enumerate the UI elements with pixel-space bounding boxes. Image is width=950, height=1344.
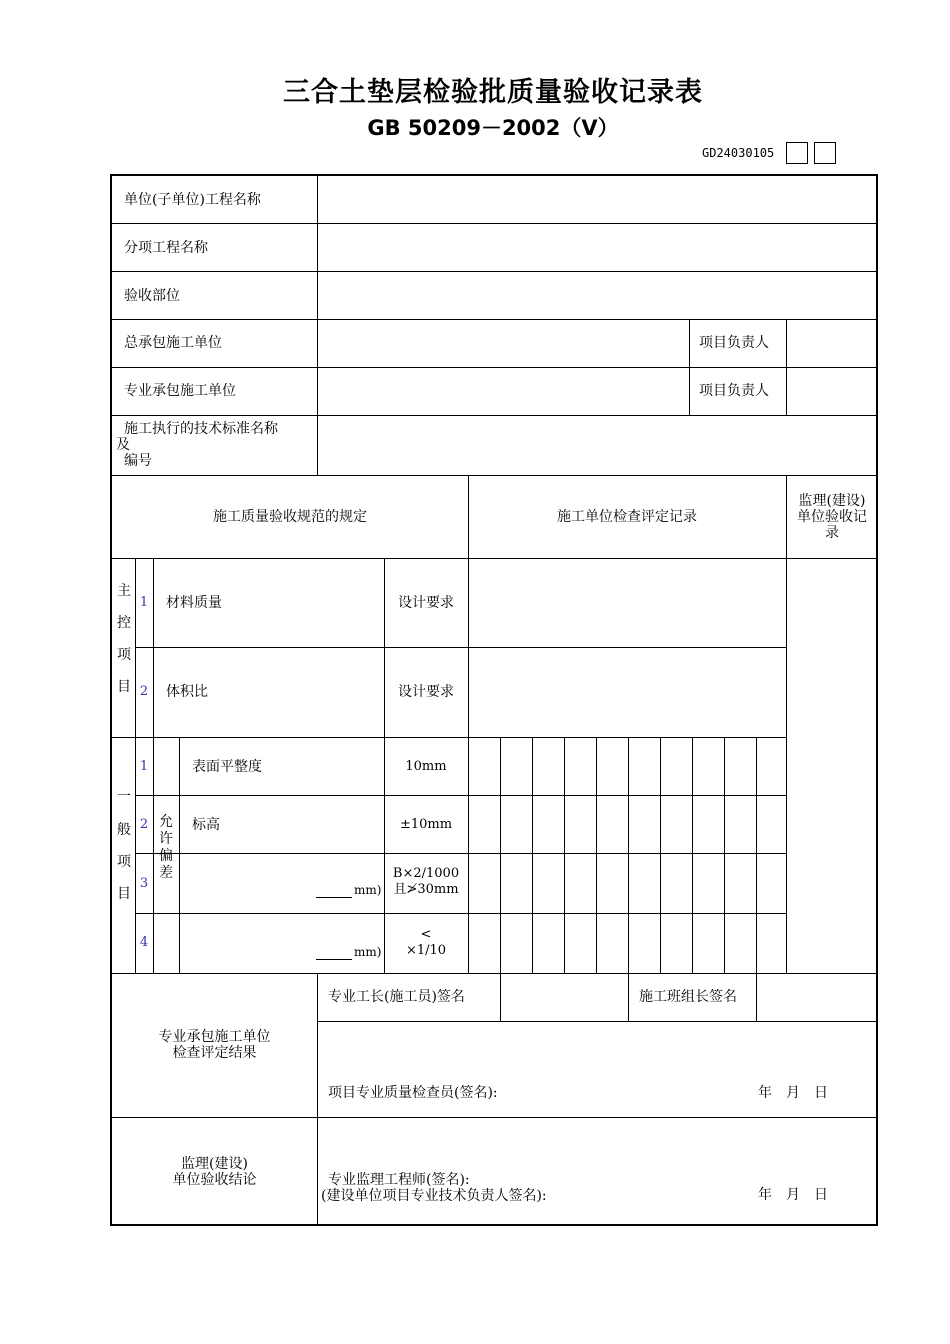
team-leader-sign-input[interactable] [757, 974, 878, 1021]
main-control-char-2: 控 [117, 615, 131, 631]
general-item-name: 标高 [192, 817, 220, 833]
standard-name-input[interactable] [318, 416, 878, 475]
tolerance-char-4: 差 [159, 865, 173, 881]
general-item-number: 1 [139, 759, 149, 774]
supervisor-record-cell[interactable] [787, 559, 878, 973]
quality-inspector-label: 项目专业质量检查员(签名): [328, 1085, 498, 1101]
general-char-3: 项 [117, 854, 131, 870]
foreman-sign-input[interactable] [501, 974, 628, 1021]
custom-item-blank[interactable] [316, 947, 352, 960]
general-contractor-label: 总承包施工单位 [124, 335, 222, 351]
form-title: 三合土垫层检验批质量验收记录表 [283, 77, 703, 108]
general-item-custom-name[interactable]: mm) [316, 944, 381, 960]
general-item-tolerance-line2: ×1/10 [405, 943, 447, 958]
main-control-char-3: 项 [117, 647, 131, 663]
general-item-custom-name[interactable]: mm) [316, 882, 381, 898]
specialty-contractor-input[interactable] [318, 368, 689, 415]
date-label: 年 月 日 [758, 1187, 828, 1203]
supervisor-header-1: 监理(建设) [798, 493, 866, 509]
acceptance-part-label: 验收部位 [124, 288, 180, 304]
custom-item-blank[interactable] [316, 885, 352, 898]
tolerance-char-3: 偏 [159, 848, 173, 864]
main-item-number: 2 [139, 684, 149, 699]
unit-project-label: 单位(子单位)工程名称 [124, 192, 261, 208]
project-manager-label: 项目负责人 [699, 335, 769, 351]
supervisor-header-3: 录 [825, 525, 839, 541]
standard-name-label-1: 施工执行的技术标准名称 [124, 421, 278, 437]
contractor-result-label-1: 专业承包施工单位 [158, 1029, 271, 1045]
acceptance-part-input[interactable] [318, 272, 878, 319]
standard-name-label-3: 编号 [124, 453, 152, 469]
general-item-tolerance-line1: < [420, 927, 432, 942]
inspection-form-table [110, 174, 878, 1226]
project-manager-input[interactable] [787, 320, 878, 367]
sub-project-label: 分项工程名称 [124, 240, 208, 256]
main-item-record-cell[interactable] [469, 559, 786, 647]
standard-name-label-2: 及 [116, 437, 130, 453]
general-item-tolerance-line1: B×2/1000 [392, 866, 460, 881]
supervisor-conclusion-label-1: 监理(建设) [181, 1156, 248, 1172]
main-item-number: 1 [139, 595, 149, 610]
date-label: 年 月 日 [758, 1085, 828, 1101]
unit-project-input[interactable] [318, 176, 878, 223]
tolerance-char-1: 允 [159, 814, 173, 830]
general-item-number: 2 [139, 817, 149, 832]
project-manager-label-2: 项目负责人 [699, 383, 769, 399]
general-char-2: 般 [117, 822, 131, 838]
sub-project-input[interactable] [318, 224, 878, 271]
general-char-1: 一 [117, 789, 131, 805]
form-code: GD24030105 [702, 146, 775, 160]
main-item-name: 体积比 [166, 684, 208, 700]
general-item-number: 3 [139, 876, 149, 891]
general-item-number: 4 [139, 935, 149, 950]
general-item-tolerance: ±10mm [399, 817, 453, 832]
team-leader-sign-label: 施工班组长签名 [639, 989, 737, 1005]
main-control-char-1: 主 [117, 583, 131, 599]
standard-code: GB 50209－2002（Ⅴ） [367, 116, 619, 140]
supervisor-conclusion-label-2: 单位验收结论 [172, 1172, 257, 1188]
main-item-name: 材料质量 [166, 595, 222, 611]
general-contractor-input[interactable] [318, 320, 689, 367]
tolerance-char-2: 许 [159, 831, 173, 847]
supervisor-engineer-label: 专业监理工程师(签名): [328, 1172, 470, 1188]
general-item-tolerance-line2: 且≯30mm [393, 882, 459, 897]
general-item-name: 表面平整度 [192, 759, 262, 775]
main-item-requirement: 设计要求 [398, 595, 454, 611]
general-item-tolerance: 10mm [405, 759, 447, 774]
main-control-char-4: 目 [117, 679, 131, 695]
serial-box-1[interactable] [786, 142, 808, 164]
foreman-sign-label: 专业工长(施工员)签名 [328, 989, 465, 1005]
general-char-4: 目 [117, 886, 131, 902]
supervisor-header-2: 单位验收记 [797, 509, 867, 525]
main-item-requirement: 设计要求 [398, 684, 454, 700]
project-manager-input-2[interactable] [787, 368, 878, 415]
specialty-contractor-label: 专业承包施工单位 [124, 383, 236, 399]
record-header: 施工单位检查评定记录 [557, 509, 697, 525]
owner-tech-lead-label: (建设单位项目专业技术负责人签名): [321, 1188, 547, 1204]
contractor-result-label-2: 检查评定结果 [172, 1045, 257, 1061]
serial-box-2[interactable] [814, 142, 836, 164]
spec-header: 施工质量验收规范的规定 [213, 509, 367, 525]
main-item-record-cell[interactable] [469, 648, 786, 737]
